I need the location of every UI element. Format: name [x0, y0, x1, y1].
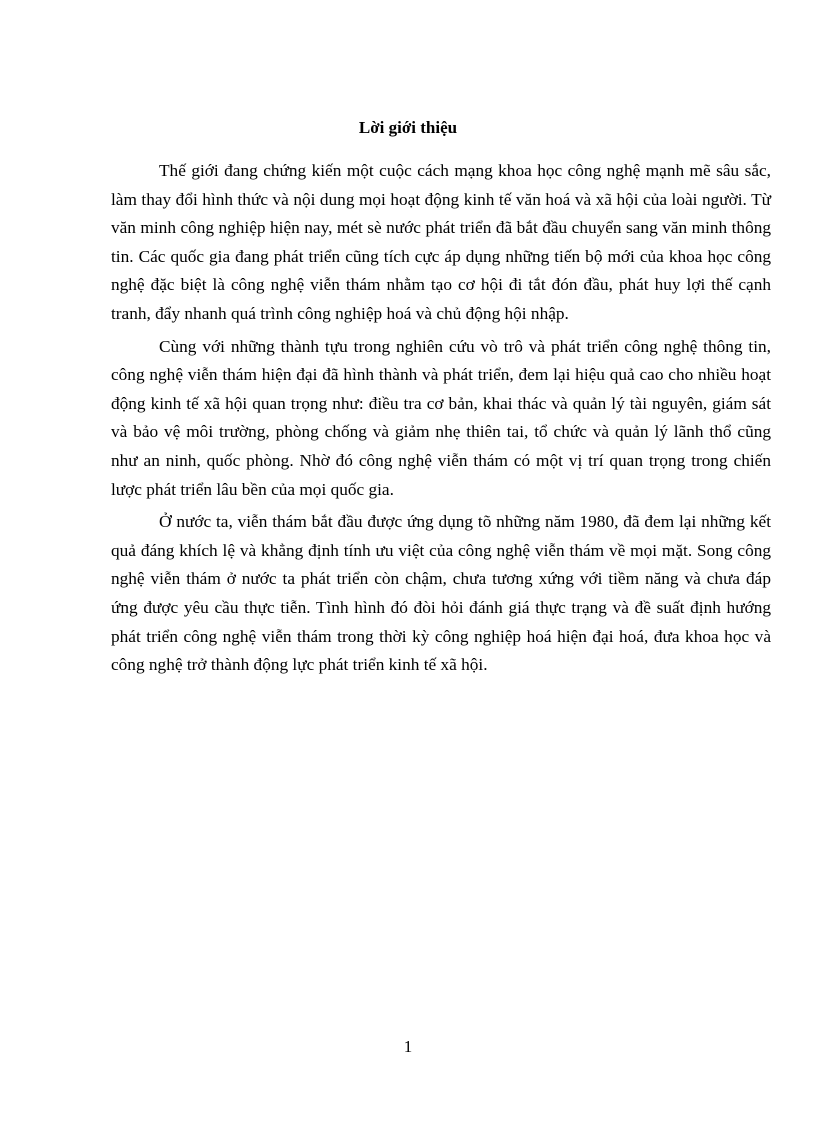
- paragraph-2: Cùng với những thành tựu trong nghiên cứu vò trô và phát triển công nghệ thông tin, công nghệ viễn thám hiện đại đã hình thành và phát triển, đem lại hiệu quả cao cho nhiều hoạt động kinh tế xã hội quan trọng như: điều tra cơ bản, khai thác và quản lý tài nguyên, giám sát và bảo vệ môi trường, phòng chống và giảm nhẹ thiên tai, tổ chức và quản lý lãnh thổ cũng như an ninh, quốc phòng. Nhờ đó công nghệ viễn thám có một vị trí quan trọng trong chiến lược phát triển lâu bền của mọi quốc gia.: [111, 336, 771, 499]
- document-body: [111, 157, 771, 680]
- page-title: Lời giới thiệu: [358, 118, 458, 137]
- paragraph-1: Thế giới đang chứng kiến một cuộc cách mạng khoa học công nghệ mạnh mẽ sâu sắc, làm thay đổi hình thức và nội dung mọi hoạt động kinh tế văn hoá và xã hội của loài người. Từ văn minh công nghiệp hiện nay, mét sè nước phát triển đã bắt đầu chuyển sang văn minh thông tin. Các quốc gia đang phát triển cũng tích cực áp dụng những tiến bộ mới của khoa học công nghệ đặc biệt là công nghệ viễn thám nhằm tạo cơ hội đi tắt đón đầu, phát huy lợi thế cạnh tranh, đẩy nhanh quá trình công nghiệp hoá và chủ động hội nhập.: [111, 161, 771, 323]
- paragraph-3: Ở nước ta, viễn thám bắt đầu được ứng dụng tõ những năm 1980, đã đem lại những kết quả đáng khích lệ và khẳng định tính ưu việt của công nghệ viễn thám về mọi mặt. Song công nghệ viễn thám ở nước ta phát triển còn chậm, chưa tương xứng với tiềm năng và chưa đáp ứng được yêu cầu thực tiễn. Tình hình đó đòi hỏi đánh giá thực trạng và đề suất định hướng phát triển công nghệ viễn thám trong thời kỳ công nghiệp hoá hiện đại hoá, đưa khoa học và công nghệ trở thành động lực phát triển kinh tế xã hội.: [111, 512, 771, 675]
- page-number: 1: [403, 1037, 413, 1056]
